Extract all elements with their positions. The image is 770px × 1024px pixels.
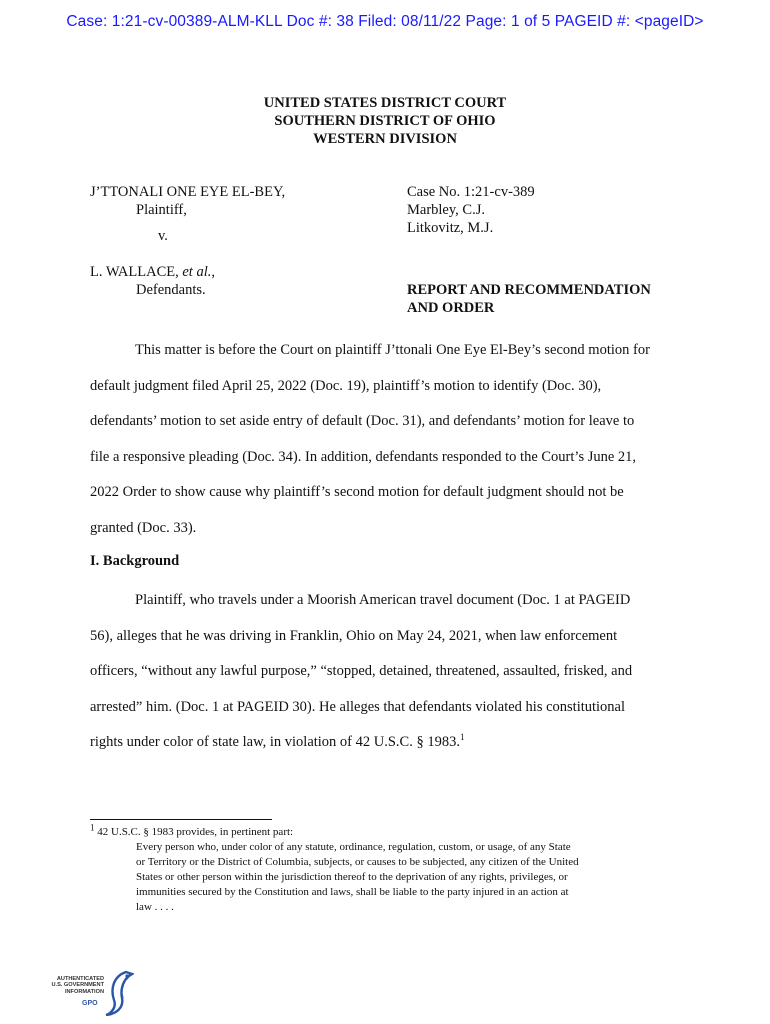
- plaintiff-role: Plaintiff,: [136, 202, 187, 218]
- paragraph-line: 2022 Order to show cause why plaintiff’s second motion for default judgment should not be: [90, 484, 624, 500]
- paragraph-line: rights under color of state law, in violation of 42 U.S.C. § 1983.$^1$: [90, 732, 465, 750]
- paragraph-line: file a responsive pleading (Doc. 34). In addition, defendants responded to the Court’s June 21,: [90, 448, 637, 465]
- paragraph-line: arrested” him. (Doc. 1 at PAGEID 30). He alleges that defendants violated his constitutional: [90, 698, 626, 715]
- paragraph-line: defendants’ motion to set aside entry of default (Doc. 31), and defendants’ motion for leave to: [90, 413, 635, 429]
- judge-magistrate: Litkovitz, M.J.: [407, 220, 494, 236]
- judge-district: Marbley, C.J.: [407, 202, 485, 218]
- paragraph-line: 56), alleges that he was driving in Franklin, Ohio on May 24, 2021, when law enforcement: [90, 627, 618, 644]
- document-title: REPORT AND RECOMMENDATION AND ORDER: [407, 282, 651, 316]
- case-caption-parties: [90, 183, 285, 299]
- paragraph-line: This matter is before the Court on plaintiff J’ttonali One Eye El-Bey’s second motion for: [135, 342, 650, 358]
- footnote-divider: [90, 819, 272, 820]
- court-division-line: WESTERN DIVISION: [313, 131, 457, 147]
- plaintiff-name: J’TTONALI ONE EYE EL-BEY,: [90, 184, 286, 200]
- footnote-intro: $^1$ 42 U.S.C. § 1983 provides, in pertinent part:: [90, 822, 294, 838]
- paragraph-line: default judgment filed April 25, 2022 (Doc. 19), plaintiff’s motion to identify (Doc. 30),: [90, 377, 602, 394]
- defendant-name: L. WALLACE, et al.,: [90, 264, 215, 280]
- court-name-line: UNITED STATES DISTRICT COURT: [263, 95, 507, 111]
- case-caption-info: [407, 183, 651, 317]
- paragraph-line: officers, “without any lawful purpose,” “stopped, detained, threatened, assaulted, frisked, and: [90, 663, 633, 679]
- case-number: Case No. 1:21-cv-389: [407, 184, 535, 200]
- gpo-logo-text: AUTHENTICATED U.S. GOVERNMENT INFORMATION: [51, 976, 104, 995]
- paragraph-line: granted (Doc. 33).: [90, 519, 197, 536]
- gpo-label: GPO: [82, 1000, 98, 1007]
- court-district-line: SOUTHERN DISTRICT OF OHIO: [274, 113, 496, 129]
- court-heading: [0, 94, 770, 148]
- versus-label: v.: [158, 228, 168, 244]
- footnote: [90, 822, 650, 915]
- gpo-authentication-logo: [44, 970, 134, 1018]
- footnote-quote: Every person who, under color of any statute, ordinance, regulation, custom, or usage, of any State or Territory or the District of Columbia, subjects, or causes to be subjected, any citizen of the United States or other person within the jurisdiction thereof to the deprivation of any rights, privileges, or immunities secured by the Constitution and laws, shall be liable to the party injured in an action at law . . . .: [136, 841, 579, 913]
- footnote-marker[interactable]: 1: [459, 732, 465, 743]
- defendant-role: Defendants.: [136, 282, 206, 298]
- intro-paragraph: [90, 333, 690, 546]
- case-header-stamp: Case: 1:21-cv-00389-ALM-KLL Doc #: 38 Filed: 08/11/22 Page: 1 of 5 PAGEID #: <pageID>: [66, 13, 704, 30]
- paragraph-line: Plaintiff, who travels under a Moorish American travel document (Doc. 1 at PAGEID: [135, 592, 631, 608]
- section-heading-background: I. Background: [90, 553, 180, 569]
- background-paragraph: [90, 583, 690, 761]
- eagle-icon: [104, 970, 134, 1016]
